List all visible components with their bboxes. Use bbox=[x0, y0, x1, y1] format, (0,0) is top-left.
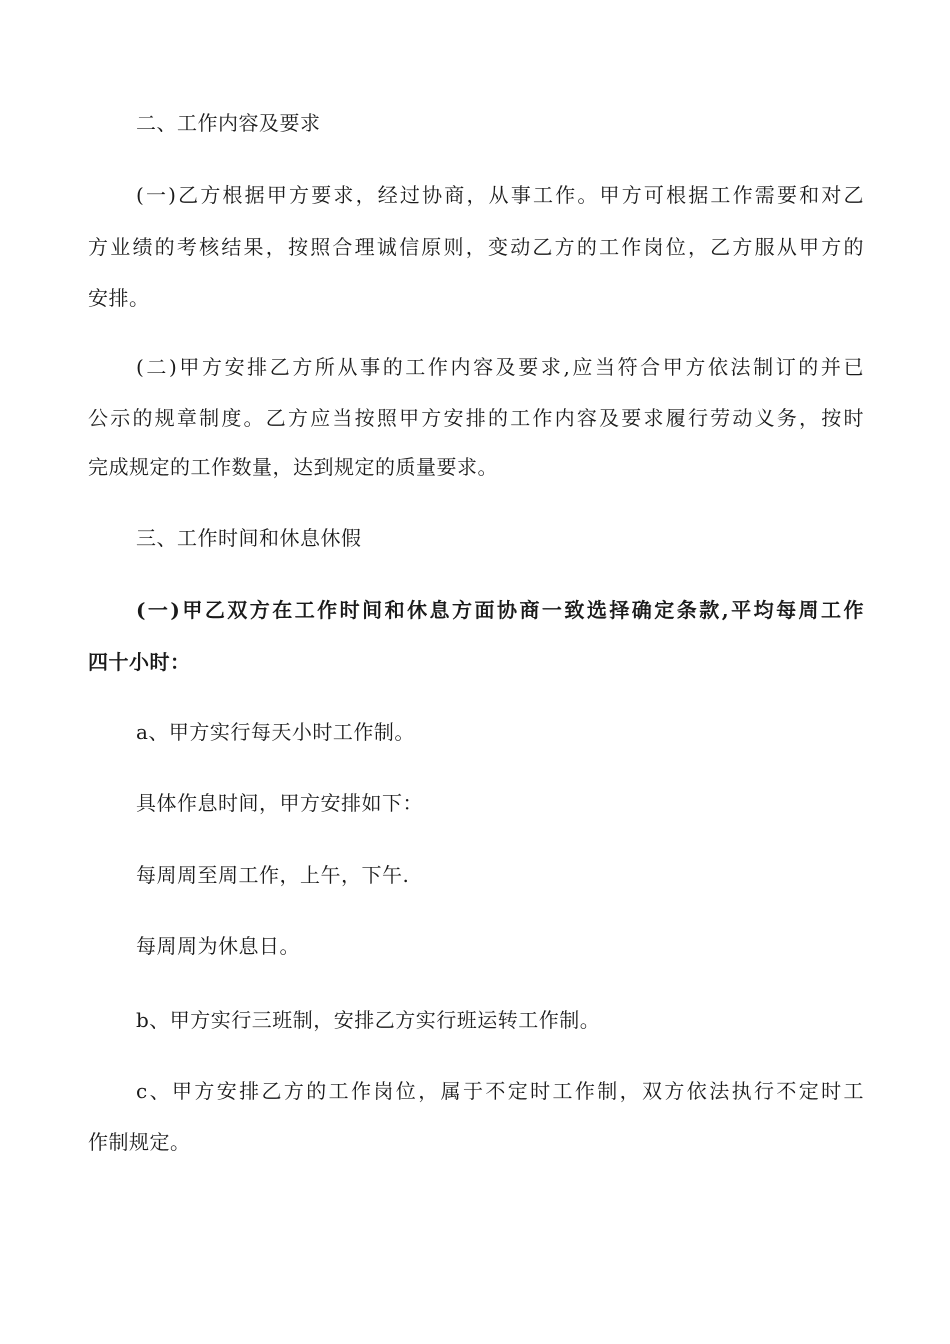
paragraph-line: 完成规定的工作数量，达到规定的质量要求。 bbox=[88, 455, 498, 479]
schedule-intro: 具体作息时间，甲方安排如下： bbox=[136, 791, 423, 815]
paragraph-line: (二)甲方安排乙方所从事的工作内容及要求,应当符合甲方依法制订的并已 bbox=[136, 355, 864, 379]
paragraph-line: (一)甲乙双方在工作时间和休息方面协商一致选择确定条款,平均每周工作 bbox=[136, 598, 864, 622]
option-b: b、甲方实行三班制，安排乙方实行班运转工作制。 bbox=[136, 1008, 601, 1032]
option-c-line: c、甲方安排乙方的工作岗位，属于不定时工作制，双方依法执行不定时工 bbox=[136, 1079, 864, 1103]
paragraph-line: (一)乙方根据甲方要求，经过协商，从事工作。甲方可根据工作需要和对乙 bbox=[136, 183, 864, 207]
section-heading-work-hours: 三、工作时间和休息休假 bbox=[136, 526, 362, 550]
option-a: a、甲方实行每天小时工作制。 bbox=[136, 720, 415, 744]
paragraph-line: 公示的规章制度。乙方应当按照甲方安排的工作内容及要求履行劳动义务，按时 bbox=[88, 406, 864, 430]
section-heading-work-content: 二、工作内容及要求 bbox=[136, 111, 321, 135]
paragraph-line: 四十小时： bbox=[88, 650, 191, 674]
paragraph-line: 方业绩的考核结果，按照合理诚信原则，变动乙方的工作岗位，乙方服从甲方的 bbox=[88, 235, 864, 259]
option-c-line: 作制规定。 bbox=[88, 1130, 191, 1154]
schedule-rest: 每周周为休息日。 bbox=[136, 934, 300, 958]
paragraph-line: 安排。 bbox=[88, 286, 150, 310]
schedule-week: 每周周至周工作，上午，下午. bbox=[136, 863, 410, 887]
